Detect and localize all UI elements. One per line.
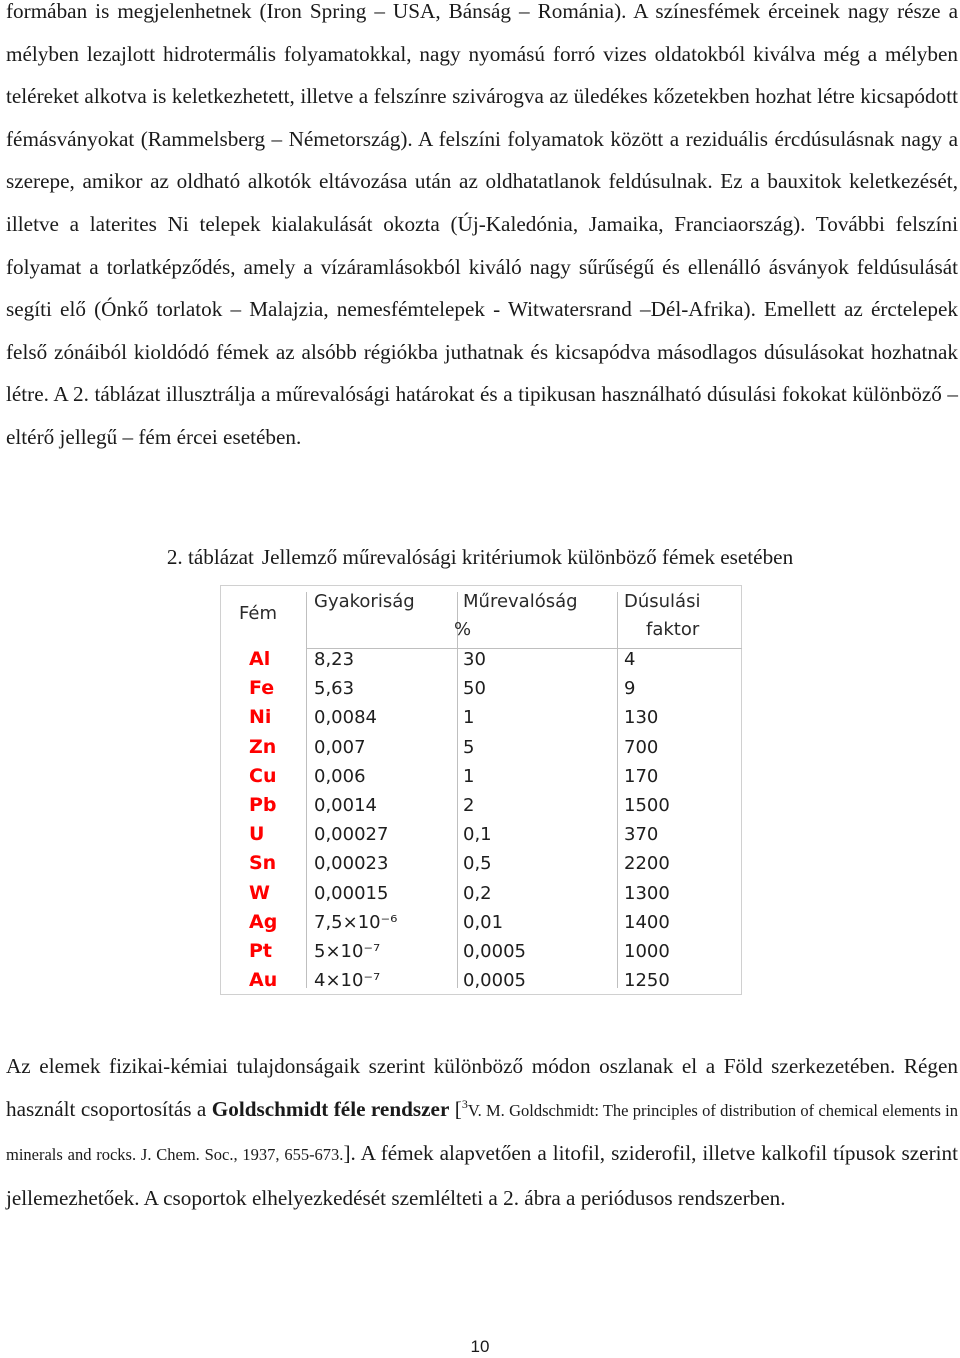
metal-symbol: Sn [249, 852, 277, 875]
factor-cell: 1500 [624, 795, 670, 816]
metal-criteria-table [220, 585, 742, 995]
cutoff-cell: 0,2 [463, 882, 492, 904]
table-row [221, 908, 741, 937]
table-row [221, 674, 741, 703]
header-frequency: Gyakoriság [314, 591, 415, 612]
metal-symbol: Pt [249, 940, 273, 962]
header-enrichment-2: faktor [646, 619, 700, 640]
table-row [221, 879, 741, 908]
table-row [221, 733, 741, 762]
cutoff-cell: 0,0005 [463, 941, 526, 962]
frequency-cell: 0,0014 [314, 795, 377, 816]
cutoff-cell: 5 [463, 736, 475, 758]
table-row [221, 762, 741, 791]
metal-symbol: U [249, 823, 265, 846]
factor-cell: 1250 [624, 970, 670, 992]
table-row [221, 966, 741, 995]
paragraph2-text-1: Az elemek fizikai-kémiai tulajdonságaik szerint különböző módon oszlanak el a Föld szerkezetében. Régen használt csoportosítás a [6, 1054, 958, 1121]
metal-symbol: W [249, 881, 270, 904]
factor-cell: 1000 [624, 941, 670, 962]
metal-symbol: Ni [249, 706, 272, 729]
body-paragraph-1: formában is megjelenhetnek (Iron Spring – USA, Bánság – Románia). A színesfémek érceinek nagy része a mélyben lezajlott hidrotermális folyamatokkal, nagy nyomású forró vizes oldatokból kiválva még a mélyben teléreket alkotva is keletkezhetett, illetve a felszínre szivárogva az üledékes kőzetekben hozhat létre kicsapódott fémásványokat (Rammelsberg – Németország). A felszíni folyamatok között a reziduális ércdúsulásnak nagy a szerepe, amikor az oldható alkotók eltávozása után az oldhatatlanok feldúsulnak. Ez a bauxitok keletkezését, illetve a laterites Ni telepek kialakulását okozta (Új-Kaledónia, Jamaika, Franciaország). További felszíni folyamat a torlatképződés, amely a vízáramlásokból kiváló nagy sűrűségű és ellenálló ásványok feldúsulását segíti elő (Ónkő torlatok – Malajzia, nemesfémtelepek - Witwatersrand –Dél-Afrika). Emellett az érctelepek felső zónáiból kioldódó fémek az alsóbb régiókba juthatnak és kicsapódva másodlagos dúsulásokat hozhatnak létre. A 2. táblázat illusztrálja a műrevalósági határokat és a tipikusan használható dúsulási fokokat különböző – eltérő jellegű – fém ércei esetében. [6, 0, 958, 449]
factor-cell: 130 [624, 707, 659, 729]
table-row [221, 820, 741, 849]
table-row [221, 703, 741, 732]
frequency-cell: 0,00015 [314, 882, 389, 904]
frequency-cell: 0,00027 [314, 824, 389, 846]
paragraph2-text-2: [ [449, 1096, 462, 1121]
cutoff-cell: 1 [463, 765, 475, 787]
cutoff-cell: 0,1 [463, 824, 492, 846]
citation: V. M. Goldschmidt: The principles of distribution of chemical elements in minerals and rocks. J. Chem. Soc., 1937, 655-673. [6, 1100, 958, 1165]
header-enrichment: Dúsulási [624, 591, 701, 612]
metal-symbol: Cu [249, 764, 277, 787]
factor-cell: 9 [624, 678, 636, 700]
table-row [221, 645, 741, 674]
cutoff-cell: 1 [463, 707, 475, 729]
metal-symbol: Pb [249, 794, 277, 816]
footnote-marker: 3 [461, 1096, 468, 1111]
factor-cell: 4 [624, 649, 636, 670]
cutoff-cell: 2 [463, 795, 475, 816]
header-cutoff: Műrevalóság [463, 591, 578, 612]
table-number: 2. táblázat [166, 545, 254, 569]
metal-symbol: Fe [249, 677, 275, 700]
goldschmidt-term: Goldschmidt féle rendszer [211, 1096, 450, 1121]
table-row [221, 937, 741, 966]
frequency-cell: 8,23 [314, 649, 355, 670]
body-paragraph-2 [6, 1045, 958, 1219]
metal-symbol: Al [249, 648, 271, 670]
frequency-cell: 0,006 [314, 765, 366, 787]
header-cutoff-unit: % [454, 619, 472, 640]
frequency-cell: 0,00023 [314, 853, 389, 875]
cutoff-cell: 0,01 [463, 911, 504, 933]
cutoff-cell: 0,0005 [463, 970, 526, 992]
cutoff-cell: 0,5 [463, 853, 492, 875]
table-row [221, 791, 741, 820]
frequency-cell: 5,63 [314, 678, 355, 700]
frequency-cell: 5×10⁻⁷ [314, 941, 381, 962]
factor-cell: 700 [624, 736, 659, 758]
factor-cell: 2200 [624, 853, 670, 875]
factor-cell: 170 [624, 765, 659, 787]
factor-cell: 370 [624, 824, 659, 846]
factor-cell: 1400 [624, 911, 670, 933]
cutoff-cell: 30 [463, 649, 486, 670]
frequency-cell: 7,5×10⁻⁶ [314, 911, 398, 933]
frequency-cell: 0,0084 [314, 707, 377, 729]
frequency-cell: 4×10⁻⁷ [314, 970, 381, 992]
cutoff-cell: 50 [463, 678, 486, 700]
factor-cell: 1300 [624, 882, 670, 904]
table-caption [0, 540, 960, 574]
metal-symbol: Zn [249, 735, 277, 758]
metal-symbol: Au [249, 969, 278, 992]
header-metal: Fém [239, 603, 277, 624]
page-number: 10 [470, 1337, 490, 1356]
table-title: Jellemző műrevalósági kritériumok különböző fémek esetében [261, 545, 794, 569]
frequency-cell: 0,007 [314, 736, 366, 758]
paragraph2-text-3: ]. A fémek alapvetően a litofil, sziderofil, illetve kalkofil típusok szerint jellemezhetőek. A csoportok elhelyezkedését szemlélteti a 2. ábra a periódusos rendszerben. [6, 1141, 958, 1210]
table-row [221, 849, 741, 878]
metal-symbol: Ag [249, 910, 278, 933]
